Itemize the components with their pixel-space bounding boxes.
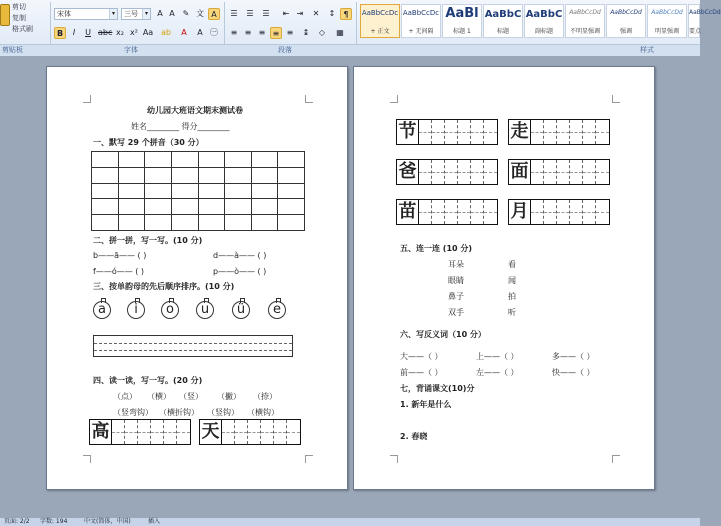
paste-icon[interactable] xyxy=(0,4,10,26)
vowel-apple: ü xyxy=(232,301,250,319)
match-left-item: 耳朵 xyxy=(448,260,464,269)
format-painter-button[interactable]: 格式刷 xyxy=(12,25,33,33)
decrease-indent-icon[interactable]: ⇤ xyxy=(282,9,290,18)
stroke-name: （点） xyxy=(113,392,137,401)
style-heading-1[interactable]: AaBl 标题 1 xyxy=(442,4,482,38)
style-emphasis[interactable]: AaBbCcDd 强调 xyxy=(606,4,646,38)
practice-char: 爸 xyxy=(397,160,419,184)
highlight-icon[interactable]: ab xyxy=(161,28,171,37)
ribbon xyxy=(0,0,721,56)
question-2: 二、拼一拼，写一写。(10 分) xyxy=(93,236,203,245)
match-right-item: 看 xyxy=(508,260,516,269)
document-page-2 xyxy=(353,66,655,490)
question-7: 七，背诵课文(10)分 xyxy=(400,384,475,393)
recite-item: 1. 新年是什么 xyxy=(400,400,452,409)
style-subtle-emphasis[interactable]: AaBbCcDd 不明显强调 xyxy=(565,4,605,38)
tianzige-row xyxy=(396,119,498,145)
status-bar xyxy=(0,518,700,526)
stroke-name: （竖弯钩） xyxy=(113,408,153,417)
chevron-down-icon: ▾ xyxy=(142,9,150,19)
chevron-down-icon: ▾ xyxy=(109,9,117,19)
question-5: 五、连一连 (10 分) xyxy=(400,244,473,253)
language[interactable]: 中文(简体，中国) xyxy=(84,518,131,525)
question-1: 一、默写 29 个拼音（30 分） xyxy=(93,138,204,147)
pinyin-row: b——ā—— ( ) xyxy=(93,251,147,260)
word-count[interactable]: 字数: 194 xyxy=(40,518,68,525)
change-case-icon[interactable]: Aa xyxy=(142,28,154,37)
increase-indent-icon[interactable]: ⇥ xyxy=(296,9,304,18)
practice-char: 走 xyxy=(509,120,531,144)
cut-button[interactable]: 剪切 xyxy=(12,3,26,11)
practice-char: 面 xyxy=(509,160,531,184)
borders-icon[interactable]: ▦ xyxy=(336,28,344,37)
vowel-apple: i xyxy=(127,301,145,319)
antonym-item: 快——（ ） xyxy=(552,368,595,377)
antonym-item: 上——（ ） xyxy=(476,352,519,361)
superscript-button[interactable]: x² xyxy=(130,28,138,37)
copy-button[interactable]: 复制 xyxy=(12,14,26,22)
match-left-item: 鼻子 xyxy=(448,292,464,301)
clear-format-icon[interactable]: ✎ xyxy=(182,9,190,18)
numbering-icon[interactable]: ☰ xyxy=(246,9,254,18)
vowel-apple: u xyxy=(196,301,214,319)
style-no-spacing[interactable]: AaBbCcDc + 无间隔 xyxy=(401,4,441,38)
page-count[interactable]: 页面: 2/2 xyxy=(4,518,30,525)
group-labels xyxy=(0,44,700,56)
group-label-font: 字体 xyxy=(124,46,138,54)
font-color-icon[interactable]: A xyxy=(181,28,187,37)
stroke-name: （横折钩） xyxy=(159,408,199,417)
match-right-item: 闻 xyxy=(508,276,516,285)
align-right-icon[interactable]: ≡ xyxy=(258,28,266,37)
match-right-item: 拍 xyxy=(508,292,516,301)
stroke-name: （竖钩） xyxy=(207,408,239,417)
match-right-item: 听 xyxy=(508,308,516,317)
style-title[interactable]: AaBbC 标题 xyxy=(483,4,523,38)
question-3: 三、按单韵母的先后顺序排序。(10 分) xyxy=(93,282,235,291)
subscript-button[interactable]: x₂ xyxy=(116,28,124,37)
pinyin-writing-line xyxy=(93,335,293,357)
font-size-select[interactable]: 三号 ▾ xyxy=(121,8,151,20)
enclose-char-icon[interactable]: ㊀ xyxy=(210,28,218,37)
vowel-apple: a xyxy=(93,301,111,319)
tianzige-row xyxy=(396,199,498,225)
name-score-line: 姓名________ 得分________ xyxy=(131,122,230,131)
shading-icon[interactable]: ◇ xyxy=(318,28,326,37)
antonym-item: 前——（ ） xyxy=(400,368,443,377)
stroke-name: （捺） xyxy=(253,392,277,401)
style-intense-emphasis[interactable]: AaBbCcDd 明显强调 xyxy=(647,4,687,38)
antonym-item: 左——（ ） xyxy=(476,368,519,377)
document-page-1 xyxy=(46,66,348,490)
practice-char: 苗 xyxy=(397,200,419,224)
question-6: 六、写反义词（10 分） xyxy=(400,330,486,339)
vowel-apple: e xyxy=(268,301,286,319)
tianzige-row xyxy=(508,199,610,225)
recite-item: 2. 春晓 xyxy=(400,432,428,441)
bullets-icon[interactable]: ☰ xyxy=(230,9,238,18)
style-normal[interactable]: AaBbCcDc + 正文 xyxy=(360,4,400,38)
show-marks-icon[interactable]: ¶ xyxy=(340,8,352,20)
stroke-name: （撇） xyxy=(217,392,241,401)
vowel-apple: o xyxy=(161,301,179,319)
stroke-name: （竖） xyxy=(179,392,203,401)
practice-char: 节 xyxy=(397,120,419,144)
font-name-select[interactable]: 宋体 ▾ xyxy=(54,8,118,20)
tianzige-row xyxy=(396,159,498,185)
style-strong[interactable]: AaBbCcDd 要点 xyxy=(688,4,700,38)
multilevel-list-icon[interactable]: ☰ xyxy=(262,9,270,18)
underline-button[interactable]: U xyxy=(85,28,91,37)
shrink-font-icon[interactable]: A xyxy=(169,9,175,18)
distributed-icon[interactable]: ≡ xyxy=(286,28,294,37)
strikethrough-button[interactable]: abc xyxy=(98,28,113,37)
bold-button[interactable]: B xyxy=(54,27,66,39)
grow-font-icon[interactable]: A xyxy=(157,9,163,18)
stroke-name: （横钩） xyxy=(247,408,279,417)
tianzige-row xyxy=(89,419,191,445)
line-spacing-icon[interactable]: ↨ xyxy=(302,28,310,37)
question-4: 四、读一读，写一写。(20 分) xyxy=(93,376,203,385)
justify-icon[interactable]: ≡ xyxy=(270,27,282,39)
match-left-item: 双手 xyxy=(448,308,464,317)
group-label-clipboard: 剪贴板 xyxy=(2,46,23,54)
exam-title: 幼儿园大班语文期末测试卷 xyxy=(147,106,243,115)
antonym-item: 大——（ ） xyxy=(400,352,443,361)
char-border-icon[interactable]: A xyxy=(208,8,220,20)
style-subtitle[interactable]: AaBbC 副标题 xyxy=(524,4,564,38)
tianzige-row xyxy=(508,159,610,185)
antonym-item: 多——（ ） xyxy=(552,352,595,361)
align-left-icon[interactable]: ≡ xyxy=(230,28,238,37)
tianzige-row xyxy=(199,419,301,445)
phonetic-guide-icon[interactable]: 文 xyxy=(196,9,204,18)
sort-icon[interactable]: ↕ xyxy=(328,9,336,18)
pinyin-grid xyxy=(91,151,305,231)
tianzige-row xyxy=(508,119,610,145)
practice-char: 月 xyxy=(509,200,531,224)
align-center-icon[interactable]: ≡ xyxy=(244,28,252,37)
char-shading-icon[interactable]: A xyxy=(197,28,203,37)
insert-mode[interactable]: 插入 xyxy=(148,518,161,525)
group-label-styles: 样式 xyxy=(640,46,654,54)
pinyin-row: d——à—— ( ) xyxy=(213,251,267,260)
pinyin-row: f——ó—— ( ) xyxy=(93,267,145,276)
practice-char: 天 xyxy=(200,420,222,444)
chinese-layout-icon[interactable]: ✕ xyxy=(312,9,320,18)
italic-button[interactable]: I xyxy=(72,28,76,37)
pinyin-row: p——ò—— ( ) xyxy=(213,267,267,276)
match-left-item: 眼睛 xyxy=(448,276,464,285)
stroke-name: （横） xyxy=(147,392,171,401)
group-label-paragraph: 段落 xyxy=(278,46,292,54)
practice-char: 高 xyxy=(90,420,112,444)
